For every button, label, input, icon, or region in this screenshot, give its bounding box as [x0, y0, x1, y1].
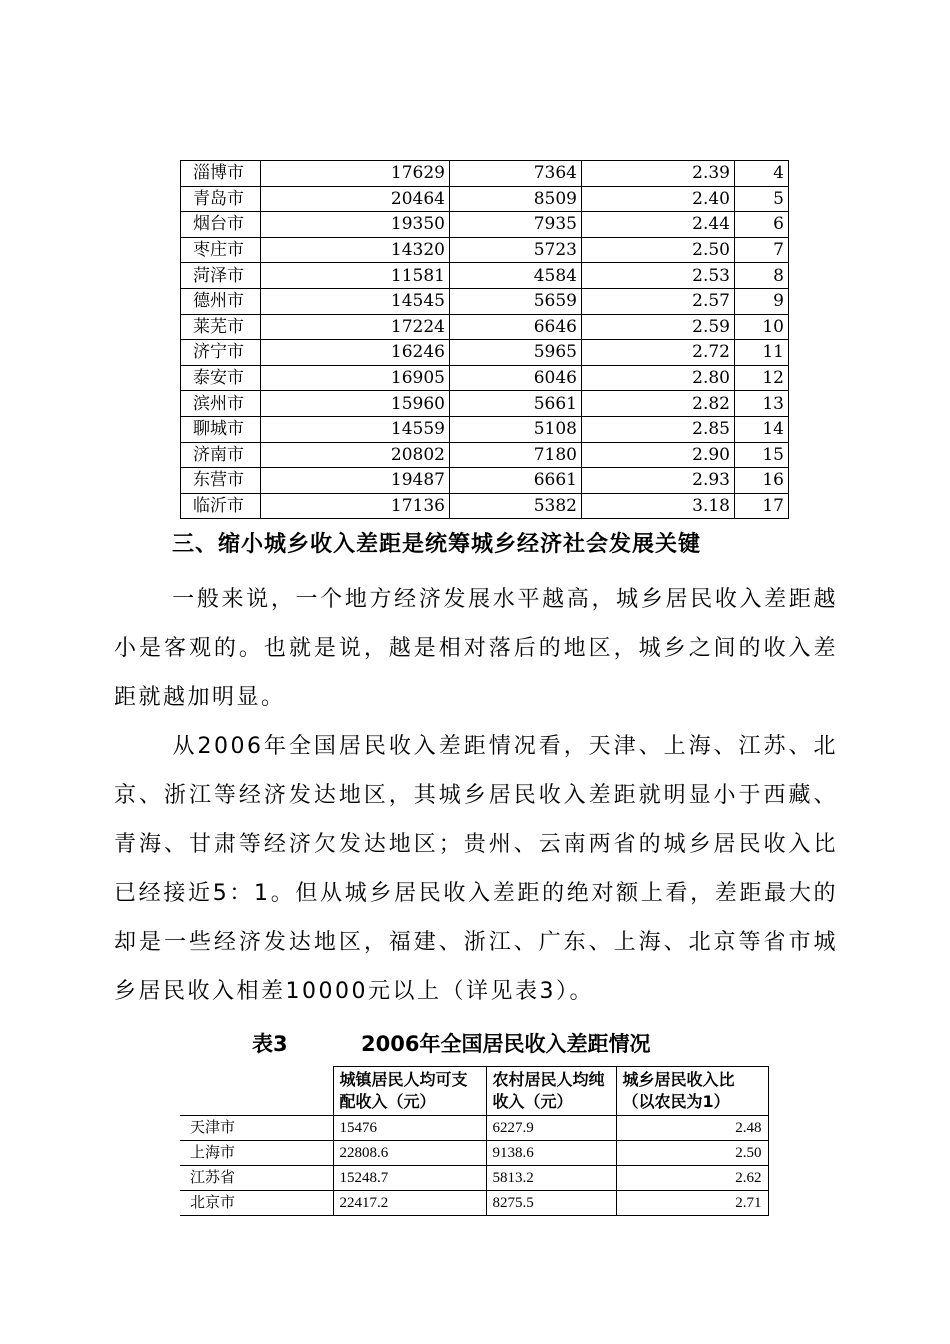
ratio-cell: 2.40: [582, 186, 735, 212]
rural-income-cell: 6046: [450, 365, 582, 391]
section-heading: 三、缩小城乡收入差距是统筹城乡经济社会发展关键: [172, 532, 702, 557]
city-cell: 聊城市: [181, 416, 261, 442]
urban-income-cell: 14545: [261, 288, 450, 314]
rural-income-cell: 6661: [450, 468, 582, 494]
region-cell: 江苏省: [180, 1166, 333, 1191]
rank-cell: 16: [735, 468, 789, 494]
ratio-cell: 2.39: [582, 161, 735, 187]
ratio-cell: 2.72: [582, 340, 735, 366]
urban-income-cell: 22417.2: [333, 1191, 486, 1216]
region-cell: 天津市: [180, 1116, 333, 1141]
table-row: [181, 365, 789, 391]
rural-income-cell: 7935: [450, 212, 582, 238]
ratio-cell: 2.62: [616, 1166, 768, 1191]
table-row: [181, 442, 789, 468]
table-row: [181, 493, 789, 519]
table-row: [181, 314, 789, 340]
table-row: [181, 340, 789, 366]
rural-income-cell: 6646: [450, 314, 582, 340]
rank-cell: 4: [735, 161, 789, 187]
national-income-gap-table: [180, 1066, 769, 1216]
rank-cell: 14: [735, 416, 789, 442]
header-ratio: 城乡居民收入比（以农民为1）: [616, 1067, 768, 1116]
city-cell: 临沂市: [181, 493, 261, 519]
ratio-cell: 2.57: [582, 288, 735, 314]
city-cell: 枣庄市: [181, 237, 261, 263]
ratio-cell: 2.50: [616, 1141, 768, 1166]
header-urban-income: 城镇居民人均可支配收入（元）: [333, 1067, 486, 1116]
paragraph-2: [114, 722, 838, 1016]
rank-cell: 15: [735, 442, 789, 468]
city-cell: 滨州市: [181, 391, 261, 417]
ratio-cell: 2.71: [616, 1191, 768, 1216]
rural-income-cell: 6227.9: [486, 1116, 616, 1141]
city-cell: 莱芜市: [181, 314, 261, 340]
rank-cell: 10: [735, 314, 789, 340]
paragraph-1-text: 一般来说，一个地方经济发展水平越高，城乡居民收入差距越小是客观的。也就是说，越是相对落后的地区，城乡之间的收入差距就越加明显。: [114, 587, 838, 710]
urban-income-cell: 15960: [261, 391, 450, 417]
rank-cell: 8: [735, 263, 789, 289]
paragraph-2-text: 从2006年全国居民收入差距情况看，天津、上海、江苏、北京、浙江等经济发达地区，其城乡居民收入差距就明显小于西藏、青海、甘肃等经济欠发达地区；贵州、云南两省的城乡居民收入比已经接近5：1。但从城乡居民收入差距的绝对额上看，差距最大的却是一些经济发达地区，福建、浙江、广东、上海、北京等省市城乡居民收入相差10000元以上（详见表3）。: [114, 734, 838, 1004]
table-3-label: 表3: [252, 1032, 288, 1056]
table-row: [181, 186, 789, 212]
table-row: [181, 391, 789, 417]
rural-income-cell: 5965: [450, 340, 582, 366]
rank-cell: 12: [735, 365, 789, 391]
ratio-cell: 2.93: [582, 468, 735, 494]
rank-cell: 17: [735, 493, 789, 519]
city-cell: 济南市: [181, 442, 261, 468]
table-row: [181, 468, 789, 494]
ratio-cell: 2.82: [582, 391, 735, 417]
ratio-cell: 2.80: [582, 365, 735, 391]
table-row: [181, 237, 789, 263]
rank-cell: 6: [735, 212, 789, 238]
rural-income-cell: 7364: [450, 161, 582, 187]
city-cell: 济宁市: [181, 340, 261, 366]
urban-income-cell: 15476: [333, 1116, 486, 1141]
urban-income-cell: 19487: [261, 468, 450, 494]
table-3-title: 2006年全国居民收入差距情况: [361, 1032, 651, 1056]
urban-income-cell: 20802: [261, 442, 450, 468]
city-cell: 泰安市: [181, 365, 261, 391]
income-gap-table-shandong: [180, 160, 789, 519]
rural-income-cell: 5723: [450, 237, 582, 263]
rural-income-cell: 8275.5: [486, 1191, 616, 1216]
city-cell: 菏泽市: [181, 263, 261, 289]
rural-income-cell: 5659: [450, 288, 582, 314]
city-cell: 德州市: [181, 288, 261, 314]
rural-income-cell: 8509: [450, 186, 582, 212]
table-row: [180, 1141, 768, 1166]
urban-income-cell: 14559: [261, 416, 450, 442]
table-row: [181, 416, 789, 442]
rural-income-cell: 5382: [450, 493, 582, 519]
ratio-cell: 2.53: [582, 263, 735, 289]
rural-income-cell: 4584: [450, 263, 582, 289]
ratio-cell: 2.44: [582, 212, 735, 238]
paragraph-1: [114, 575, 838, 722]
urban-income-cell: 15248.7: [333, 1166, 486, 1191]
city-cell: 东营市: [181, 468, 261, 494]
region-cell: 上海市: [180, 1141, 333, 1166]
city-cell: 青岛市: [181, 186, 261, 212]
table-row: [181, 161, 789, 187]
rural-income-cell: 5108: [450, 416, 582, 442]
ratio-cell: 2.85: [582, 416, 735, 442]
urban-income-cell: 11581: [261, 263, 450, 289]
urban-income-cell: 16905: [261, 365, 450, 391]
city-cell: 淄博市: [181, 161, 261, 187]
table-row: [180, 1166, 768, 1191]
rank-cell: 7: [735, 237, 789, 263]
rank-cell: 13: [735, 391, 789, 417]
ratio-cell: 2.48: [616, 1116, 768, 1141]
rank-cell: 9: [735, 288, 789, 314]
rank-cell: 11: [735, 340, 789, 366]
table-row: [181, 263, 789, 289]
ratio-cell: 3.18: [582, 493, 735, 519]
region-cell: 北京市: [180, 1191, 333, 1216]
header-blank: [180, 1067, 333, 1116]
table-row: [180, 1191, 768, 1216]
table-row: [181, 212, 789, 238]
urban-income-cell: 22808.6: [333, 1141, 486, 1166]
rural-income-cell: 5661: [450, 391, 582, 417]
urban-income-cell: 20464: [261, 186, 450, 212]
rural-income-cell: 9138.6: [486, 1141, 616, 1166]
rank-cell: 5: [735, 186, 789, 212]
urban-income-cell: 17136: [261, 493, 450, 519]
rural-income-cell: 5813.2: [486, 1166, 616, 1191]
ratio-cell: 2.59: [582, 314, 735, 340]
urban-income-cell: 19350: [261, 212, 450, 238]
table-3-header-row: [180, 1067, 768, 1116]
ratio-cell: 2.50: [582, 237, 735, 263]
header-rural-income: 农村居民人均纯收入（元）: [486, 1067, 616, 1116]
ratio-cell: 2.90: [582, 442, 735, 468]
urban-income-cell: 16246: [261, 340, 450, 366]
rural-income-cell: 7180: [450, 442, 582, 468]
city-cell: 烟台市: [181, 212, 261, 238]
urban-income-cell: 17629: [261, 161, 450, 187]
urban-income-cell: 17224: [261, 314, 450, 340]
table-row: [181, 288, 789, 314]
table-row: [180, 1116, 768, 1141]
urban-income-cell: 14320: [261, 237, 450, 263]
